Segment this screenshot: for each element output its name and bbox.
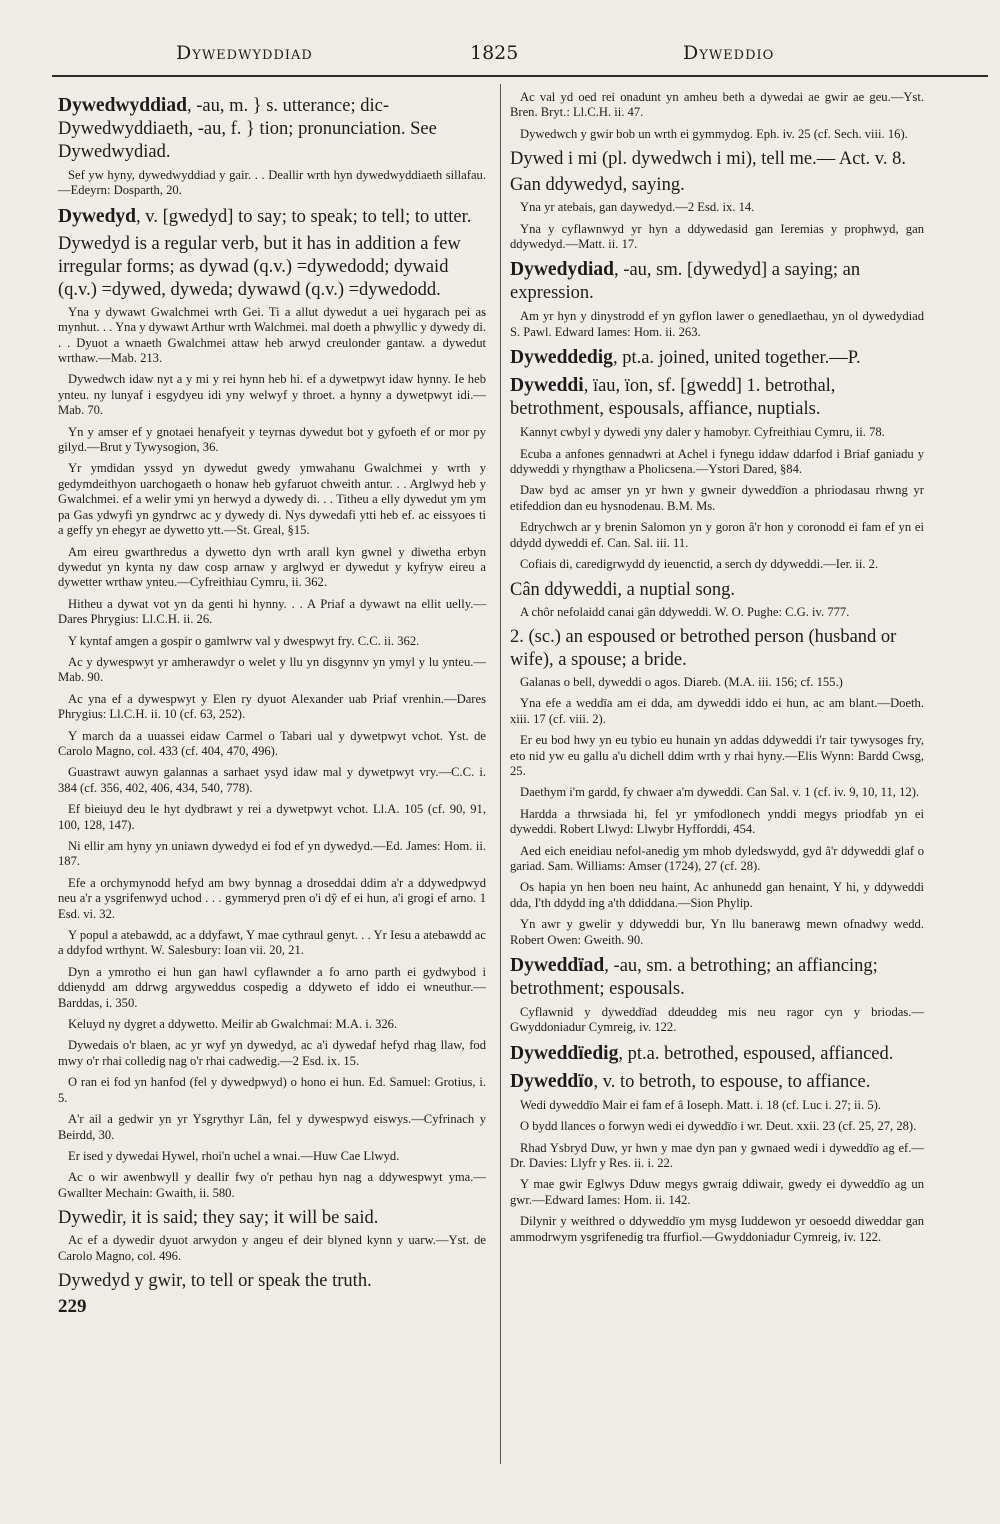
header-page-number: 1825: [470, 42, 519, 64]
quotation: Yna y cyflawnwyd yr hyn a ddywedasid gan Ieremias y prophwyd, gan ddywedyd.—Matt. ii. 17.: [510, 221, 924, 252]
quotation: Yna y dywawt Gwalchmei wrth Gei. Ti a allut dywedut a uei hygarach pei as mynhut. . . Yna y dywawt Arthur wrth Walchmei. mal doeth a phwyllic y dywedy di. . . Dyuot a wnaeth Gwalchmei attaw heb arwyd creulonder gantaw. a dywedut wrthaw.—Mab. 213.: [58, 304, 486, 366]
dictionary-headword: Dywedwyddiad, -au, m. } s. utterance; dic- Dywedwyddiaeth, -au, f. } tion; pronunciation. See Dywedwydiad.: [58, 95, 437, 162]
signature-number: 229: [58, 1295, 87, 1317]
usage-note: Dywedyd is a regular verb, but it has in addition a few irregular forms; as dywad (q.v.) =dywedodd; dywaid (q.v.) =dywed, dyweda; dywawd (q.v.) =dywedodd.: [58, 233, 461, 300]
quotation: Efe a orchymynodd hefyd am bwy bynnag a droseddai ddim a'r a ddywedpwyd neu a'r a ysgrifenwyd uchod . . . gymmeryd pren o'i dŷ ef ei hun, a'i grogi ef arno. 1 Esd. vi. 32.: [58, 875, 486, 921]
usage-note: Dywedir, it is said; they say; it will be said.: [58, 1208, 379, 1229]
quotation: Sef yw hyny, dywedwyddiad y gair. . . Deallir wrth hyn dywedwyddiaeth sillafau.—Edeyrn: Dosparth, 20.: [58, 168, 486, 198]
quotation: A chôr nefolaidd canai gân ddyweddi. W. O. Pughe: C.G. iv. 777.: [520, 604, 850, 619]
running-header: [0, 38, 1000, 78]
headword-term: Dyweddïo: [510, 1070, 594, 1092]
quotation: Yna efe a weddïa am ei dda, am dyweddi iddo ei hun, ac am blant.—Doeth. xiii. 17 (cf. viii. 2).: [510, 696, 924, 726]
usage-note: 2. (sc.) an espoused or betrothed person (husband or wife), a spouse; a bride.: [510, 626, 897, 670]
quotation: Er eu bod hwy yn eu tybio eu hunain yn addas ddyweddi i'r tair tywysoges fry, eto nid yw eu gallu a'u dichell ddim wrth y rhai hyny.—Elis Wynn: Bardd Cwsg, 25.: [510, 733, 924, 778]
headword-term: Dywedwyddiad: [58, 95, 187, 116]
quotation: Er ised y dywedai Hywel, rhoi'n uchel a wnai.—Huw Cae Llwyd.: [68, 1148, 400, 1163]
headword-term: Dyweddi: [510, 375, 584, 397]
quotation: Cofiais di, caredigrwydd dy ieuenctid, a serch dy ddyweddi.—Ier. ii. 2.: [520, 557, 879, 572]
quotation: Ac ef a dywedir dyuot arwydon y angeu ef deir blyned kynn y uarw.—Yst. de Carolo Magno, col. 496.: [58, 1233, 486, 1263]
quotation: Ac o wir awenbwyll y deallir fwy o'r pethau hyn nag a ddywespwyt yma.—Gwallter Mechain: Gwaith, ii. 580.: [58, 1170, 486, 1200]
headword-term: Dyweddedig: [510, 347, 613, 369]
quotation: Y march da a uuassei eidaw Carmel o Tabari ual y dywetpwyt vchot. Yst. de Carolo Magno, col. 433 (cf. 404, 470, 496).: [58, 728, 486, 758]
quotation: Daethym i'm gardd, fy chwaer a'm dyweddi. Can Sal. v. 1 (cf. iv. 9, 10, 11, 12).: [520, 785, 920, 800]
quotation: Edrychwch ar y brenin Salomon yn y goron â'r hon y coronodd ei fam ef yn ei ddydd dyweddi ef. Can. Sal. iii. 11.: [510, 520, 924, 550]
left-column: [58, 90, 486, 1337]
header-rule: [52, 75, 988, 77]
dictionary-headword: Dyweddïedig, pt.a. betrothed, espoused, affianced.: [510, 1042, 894, 1064]
usage-note: Gan ddywedyd, saying.: [510, 175, 685, 196]
header-right-word: Dyweddio: [683, 42, 775, 64]
quotation: Am eireu gwarthredus a dywetto dyn wrth arall kyn gwnel y diwetha erbyn dywedut yn kynta ny daw cosp arnaw y arglwyd er dywedut y kyfryw eireu a dywetter wrthaw ynteu.—Cyfreithiau Cymru, ii. 362.: [58, 544, 486, 590]
quotation: Os hapia yn hen boen neu haint, Ac anhunedd gan henaint, Y hi, y ddyweddi dda, I'th ddydd ing a'th ddiddana.—Sion Phylip.: [510, 880, 924, 910]
quotation: O bydd llances o forwyn wedi ei dyweddïo i wr. Deut. xxii. 23 (cf. 25, 27, 28).: [520, 1119, 917, 1134]
headword-term: Dyweddïedig: [510, 1042, 619, 1064]
quotation: Kannyt cwbyl y dywedi yny daler y hamobyr. Cyfreithiau Cymru, ii. 78.: [520, 425, 885, 440]
headword-term: Dywedydiad: [510, 259, 615, 281]
quotation: Dyn a ymrotho ei hun gan hawl cyflawnder a fo arno parth ei gydwybod i ddienydd am ddrwg argyweddus cospedig a ddyweto ef iddo ei wneuthur.—Barddas, i. 350.: [58, 964, 486, 1010]
quotation: Dilynir y weithred o ddyweddïo ym mysg Iuddewon yr oesoedd diweddar gan ammodrwym ysgrifenedig tra ffurfiol.—Gwyddoniadur Cymreig, iv. 122.: [510, 1214, 924, 1244]
right-column: [510, 90, 924, 1251]
dictionary-headword: Dyweddïad, -au, sm. a betrothing; an affiancing; betrothment; espousals.: [510, 955, 878, 999]
dictionary-headword: Dywedyd, v. [gwedyd] to say; to speak; to tell; to utter.: [58, 205, 472, 227]
quotation: Ef bieiuyd deu le hyt dydbrawt y rei a dywetpwyt vchot. Ll.A. 105 (cf. 90, 91, 100, 128, 147).: [58, 802, 486, 832]
dictionary-headword: Dyweddedig, pt.a. joined, united together.—P.: [510, 347, 861, 369]
headword-term: Dyweddïad: [510, 955, 605, 976]
usage-note: Cân ddyweddi, a nuptial song.: [510, 579, 736, 600]
quotation: Ac yna ef a dywespwyt y Elen ry dyuot Alexander uab Priaf vrenhin.—Dares Phrygius: Ll.C.H. ii. 10 (cf. 63, 252).: [58, 691, 486, 722]
quotation: Cyflawnid y dyweddïad ddeuddeg mis neu ragor cyn y briodas.—Gwyddoniadur Cymreig, iv. 122.: [510, 1005, 924, 1035]
quotation: Y mae gwir Eglwys Dduw megys gwraig ddiwair, gwedy ei dyweddïo ag un gwr.—Edward Iames: Hom. ii. 142.: [510, 1177, 924, 1207]
quotation: Dywedais o'r blaen, ac yr wyf yn dywedyd, ac a'i dywedaf hefyd rhag llaw, fod mwy o'r rhai colledig nag o'r rhai cadwedig.—2 Esd. ix. 15.: [58, 1038, 486, 1068]
quotation: A'r ail a gedwir yn yr Ysgrythyr Lân, fel y dywespwyd eiswys.—Cyfrinach y Beirdd, 30.: [58, 1112, 486, 1142]
quotation: Yr ymdidan yssyd yn dywedut gwedy ymwahanu Gwalchmei y wrth y gedymdeithyon uarchogaeth o honaw heb gyfaruot chweith antur. . . Arglwyd heb y Gwalchmei. ef a welir ymi yn herwyd a dywedy di. . . Titheu a elly dywedut ym ym pa Gas ydwyfi yn gyndrwc ac y dywedy di. Nys dywedafi ytti heb ef. ac eissyoes ti a geffy yn ehegyr ae dywetto ytt.—St. Greal, §15.: [58, 461, 486, 538]
dictionary-headword: Dyweddïo, v. to betroth, to espouse, to affiance.: [510, 1070, 871, 1092]
quotation: Hardda a thrwsiada hi, fel yr ymfodlonech ynddi megys priodfab yn ei dyweddi. Robert Llwyd: Llwybr Hyfforddi, 454.: [510, 806, 924, 837]
quotation: Aed eich eneidiau nefol-anedig ym mhob dyledswydd, gyd â'r ddyweddi glaf o gariad. Sam. Williams: Amser (1724), 27 (cf. 28).: [510, 843, 924, 873]
quotation: Hitheu a dywat vot yn da genti hi hynny. . . A Priaf a dywawt na ellit uelly.—Dares Phrygius: Ll.C.H. ii. 26.: [58, 596, 486, 627]
headword-term: Dywedyd: [58, 205, 137, 227]
dictionary-headword: Dyweddi, ïau, ïon, sf. [gwedd] 1. betrothal, betrothment, espousals, affiance, nuptials.: [510, 375, 836, 420]
quotation: Dywedwch idaw nyt a y mi y rei hynn heb hi. ef a dywetpwyt idaw hynny. Ie heb ynteu. ny lunyaf i esgydyeu idi yny welwyf y throet. a hynny a dywetpwyt idi.—Mab. 70.: [58, 372, 486, 418]
quotation: Yn awr y gwelir y ddyweddi bur, Yn llu banerawg mewn ofnadwy wedd. Robert Owen: Gweith. 90.: [510, 917, 924, 947]
usage-note: Dywedyd y gwir, to tell or speak the truth.: [58, 1270, 372, 1291]
quotation: Dywedwch y gwir bob un wrth ei gymmydog. Eph. iv. 25 (cf. Sech. viii. 16).: [520, 126, 908, 141]
quotation: Keluyd ny dygret a ddywetto. Meilir ab Gwalchmai: M.A. i. 326.: [68, 1017, 398, 1032]
column-divider: [500, 84, 501, 1464]
usage-note: Dywed i mi (pl. dywedwch i mi), tell me.— Act. v. 8.: [510, 149, 906, 170]
quotation: Y popul a atebawdd, ac a ddyfawt, Y mae cythraul genyt. . . Yr Iesu a atebawdd ac a ddyfod wrthynt. W. Salesbury: Ioan vii. 20, 21.: [58, 928, 486, 958]
quotation: Galanas o bell, dyweddi o agos. Diareb. (M.A. iii. 156; cf. 155.): [520, 674, 843, 689]
quotation: O ran ei fod yn hanfod (fel y dywedpwyd) o hono ei hun. Ed. Samuel: Grotius, i. 5.: [58, 1075, 486, 1105]
quotation: Y kyntaf amgen a gospir o gamlwrw val y dwespwyt fry. C.C. ii. 362.: [68, 633, 420, 648]
quotation: Wedi dyweddïo Mair ei fam ef â Ioseph. Matt. i. 18 (cf. Luc i. 27; ii. 5).: [520, 1097, 881, 1112]
quotation: Yn y amser ef y gnotaei henafyeit y teyrnas dywedut bot y gyfoeth ef or mor py gilyd.—Brut y Tywysogion, 36.: [58, 424, 486, 455]
quotation: Yna yr atebais, gan daywedyd.—2 Esd. ix. 14.: [520, 200, 755, 215]
header-left-word: Dywedwyddiad: [176, 42, 313, 64]
quotation: Rhad Ysbryd Duw, yr hwn y mae dyn pan y gwnaed wedi i dyweddïo ag ef.—Dr. Davies: Llyfr y Res. ii. i. 22.: [510, 1140, 924, 1171]
dictionary-headword: Dywedydiad, -au, sm. [dywedyd] a saying; an expression.: [510, 259, 861, 304]
quotation: Ni ellir am hyny yn uniawn dywedyd ei fod ef yn dywedyd.—Ed. James: Hom. ii. 187.: [58, 839, 486, 869]
quotation: Am yr hyn y dinystrodd ef yn gyflon lawer o genedlaethau, yn ol dywedydiad S. Pawl. Edward Iames: Hom. ii. 263.: [510, 309, 924, 339]
quotation: Guastrawt auwyn galannas a sarhaet ysyd idaw mal y dywetpwyt vry.—C.C. i. 384 (cf. 356, 402, 406, 434, 540, 778).: [58, 765, 486, 795]
quotation: Ac y dywespwyt yr amherawdyr o welet y llu yn disgynnv yn ymyl y lu ynteu.—Mab. 90.: [58, 654, 486, 685]
quotation: Ac val yd oed rei onadunt yn amheu beth a dywedai ae gwir ae geu.—Yst. Bren. Bryt.: Ll.C.H. ii. 47.: [510, 90, 924, 120]
quotation: Ecuba a anfones gennadwri at Achel i fynegu iddaw ddarfod i Briaf ganiadu y ddyweddi y rhyngthaw a Pholicsena.—Ystori Dared, §84.: [510, 446, 924, 477]
quotation: Daw byd ac amser yn yr hwn y gwneir dyweddïon a phriodasau rhwng yr etifeddion dan eu hysnodenau. B.M. Ms.: [510, 483, 924, 513]
